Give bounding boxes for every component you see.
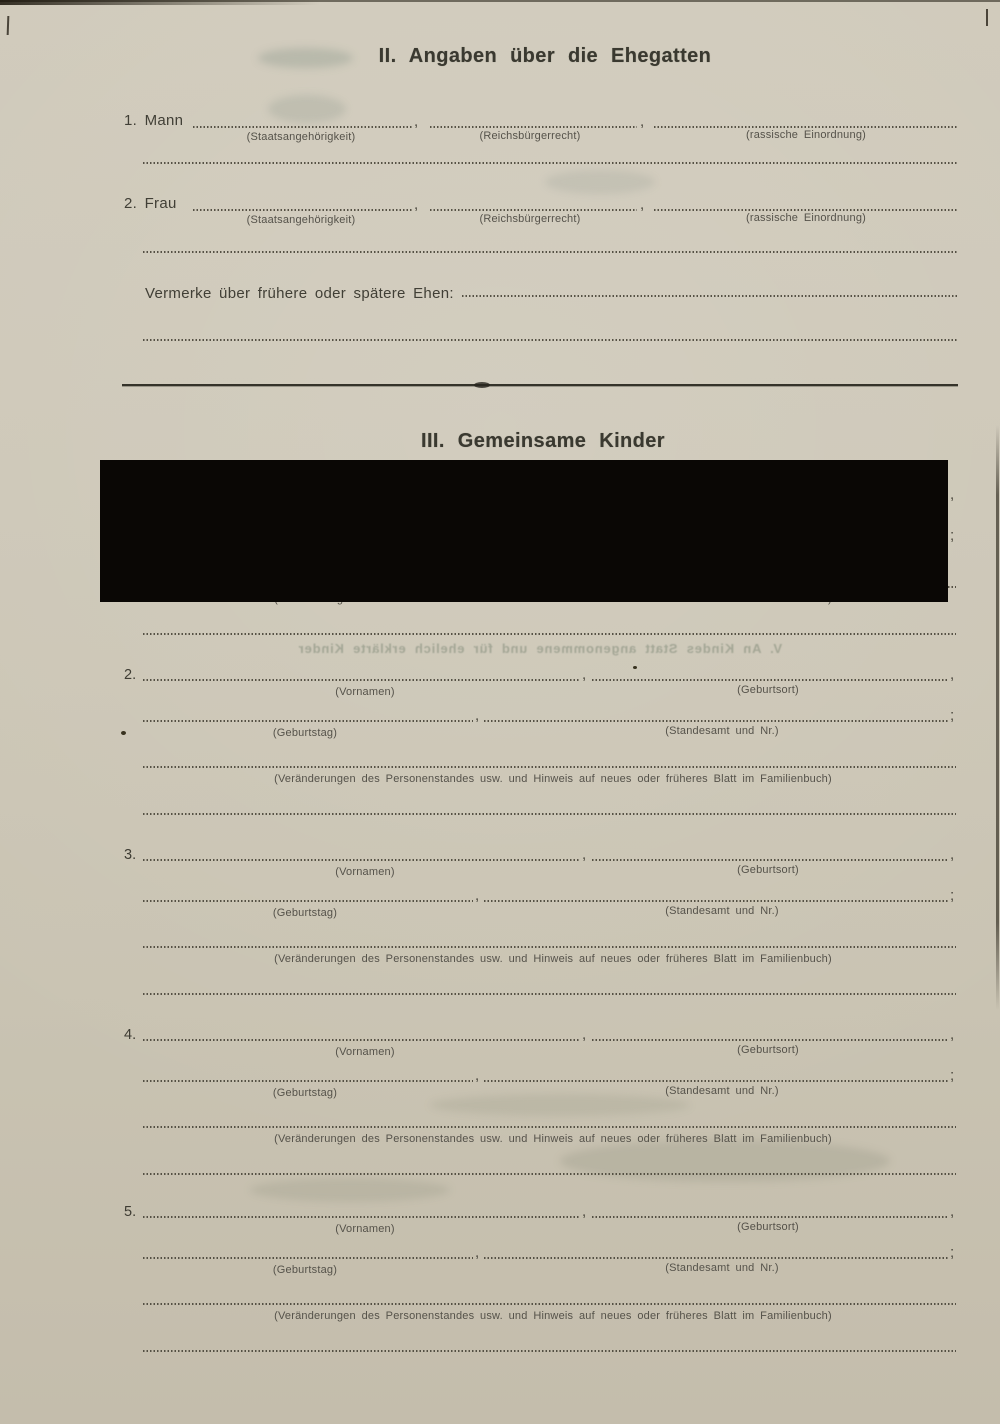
bleedthrough-heading: V. An Kindes Statt angenommene und für ehelich erklärte Kinder	[297, 641, 783, 656]
entry-number: 5.	[124, 1204, 137, 1220]
veraenderungen-field-line	[143, 946, 956, 948]
comma-separator: ,	[475, 707, 480, 724]
row-end-semicolon: ;	[950, 707, 955, 724]
row-end-semicolon: ;	[950, 1067, 955, 1084]
entry-number: 2.	[124, 667, 137, 683]
staatsangehoerigkeit-label: (Staatsangehörigkeit)	[246, 214, 356, 226]
section-divider-rule	[122, 384, 958, 386]
staatsangehoerigkeit-label: (Staatsangehörigkeit)	[246, 131, 356, 143]
bleedthrough-smudge	[545, 170, 655, 194]
entry-extra-line	[143, 1173, 956, 1175]
frau-rassische-einordnung-line	[654, 209, 958, 211]
frau-reichsbuergerrecht-line	[430, 209, 637, 211]
entry-number: 3.	[124, 847, 137, 863]
row-end-comma: ,	[950, 1026, 955, 1043]
row-end-comma: ,	[950, 846, 955, 863]
veraenderungen-field-line	[143, 1126, 956, 1128]
row-end-semicolon: ;	[950, 1244, 955, 1261]
mann-rassische-einordnung-line	[654, 126, 958, 128]
rassische-einordnung-label: (rassische Einordnung)	[745, 212, 866, 224]
veraenderungen-field-line	[143, 766, 956, 768]
comma-separator: ,	[582, 1203, 587, 1220]
standesamt-field-line	[484, 720, 948, 722]
row-end-semicolon: ;	[950, 887, 955, 904]
entry-extra-line	[143, 633, 956, 635]
geburtsort-field-line	[592, 679, 948, 681]
comma-separator: ,	[582, 1026, 587, 1043]
vornamen-field-line	[143, 679, 580, 681]
section3-title: III. Gemeinsame Kinder	[421, 430, 665, 452]
comma-separator: ,	[475, 1067, 480, 1084]
row-end-comma: ,	[950, 1203, 955, 1220]
scan-top-left-edge	[0, 0, 320, 5]
ink-speck	[633, 666, 637, 669]
comma-separator: ,	[582, 846, 587, 863]
geburtstag-label: (Geburtstag)	[272, 907, 338, 919]
veraenderungen-label: (Veränderungen des Personenstandes usw. und Hinweis auf neues oder früheres Blatt im Familienbuch)	[274, 773, 832, 785]
standesamt-label: (Standesamt und Nr.)	[665, 1085, 779, 1097]
ink-speck	[121, 731, 126, 735]
standesamt-label: (Standesamt und Nr.)	[665, 725, 779, 737]
row-end-comma: ,	[950, 486, 955, 503]
child-entry	[0, 1027, 1000, 1179]
geburtstag-label: (Geburtstag)	[272, 1087, 338, 1099]
entry-extra-line	[143, 1350, 956, 1352]
entry-extra-line	[143, 993, 956, 995]
registration-tick-right	[986, 9, 988, 26]
entry-extra-line	[143, 813, 956, 815]
remarks-extra-line	[143, 339, 958, 341]
veraenderungen-label: (Veränderungen des Personenstandes usw. und Hinweis auf neues oder früheres Blatt im Familienbuch)	[274, 1133, 832, 1145]
child-entry	[0, 667, 1000, 819]
geburtsort-label: (Geburtsort)	[737, 1044, 799, 1056]
vornamen-label: (Vornamen)	[335, 1046, 395, 1058]
vornamen-label: (Vornamen)	[335, 866, 395, 878]
comma-separator: ,	[640, 113, 645, 130]
standesamt-field-line	[484, 1080, 948, 1082]
frau-extra-line	[143, 251, 958, 253]
veraenderungen-label: (Veränderungen des Personenstandes usw. und Hinweis auf neues oder früheres Blatt im Familienbuch)	[274, 953, 832, 965]
child-entry	[0, 847, 1000, 999]
child-entry	[0, 1204, 1000, 1356]
mann-reichsbuergerrecht-line	[430, 126, 637, 128]
entry-number: 4.	[124, 1027, 137, 1043]
reichsbuergerrecht-label: (Reichsbürgerrecht)	[479, 213, 581, 225]
redaction-box	[100, 460, 948, 602]
veraenderungen-field-line	[143, 1303, 956, 1305]
veraenderungen-label: (Veränderungen des Personenstandes usw. und Hinweis auf neues oder früheres Blatt im Familienbuch)	[274, 1310, 832, 1322]
spouse-row-mann-label: 1. Mann	[124, 112, 184, 129]
spouse-row-frau-label: 2. Frau	[124, 195, 177, 212]
geburtsort-field-line	[592, 1039, 948, 1041]
geburtstag-field-line	[143, 720, 473, 722]
standesamt-label: (Standesamt und Nr.)	[665, 905, 779, 917]
mann-extra-line	[143, 162, 958, 164]
geburtstag-field-line	[143, 900, 473, 902]
comma-separator: ,	[640, 196, 645, 213]
rassische-einordnung-label: (rassische Einordnung)	[745, 129, 866, 141]
vornamen-field-line	[143, 1216, 580, 1218]
row-end-comma: ,	[950, 666, 955, 683]
geburtsort-field-line	[592, 859, 948, 861]
comma-separator: ,	[582, 666, 587, 683]
geburtsort-label: (Geburtsort)	[737, 1221, 799, 1233]
comma-separator: ,	[414, 113, 419, 130]
vornamen-label: (Vornamen)	[335, 1223, 395, 1235]
standesamt-field-line	[484, 1257, 948, 1259]
divider-ink-knot	[474, 382, 490, 388]
geburtsort-label: (Geburtsort)	[737, 864, 799, 876]
registration-tick-left	[7, 16, 10, 35]
geburtstag-field-line	[143, 1080, 473, 1082]
comma-separator: ,	[475, 1244, 480, 1261]
frau-staatsangehoerigkeit-line	[193, 209, 413, 211]
mann-staatsangehoerigkeit-line	[193, 126, 413, 128]
vornamen-label: (Vornamen)	[335, 686, 395, 698]
comma-separator: ,	[414, 196, 419, 213]
comma-separator: ,	[475, 887, 480, 904]
geburtsort-label: (Geburtsort)	[737, 684, 799, 696]
geburtstag-label: (Geburtstag)	[272, 1264, 338, 1276]
geburtstag-label: (Geburtstag)	[272, 727, 338, 739]
standesamt-label: (Standesamt und Nr.)	[665, 1262, 779, 1274]
standesamt-field-line	[484, 900, 948, 902]
remarks-line	[462, 295, 958, 297]
bleedthrough-smudge	[268, 95, 346, 123]
vornamen-field-line	[143, 1039, 580, 1041]
section2-title: II. Angaben über die Ehegatten	[378, 45, 712, 67]
bleedthrough-smudge	[250, 1178, 450, 1202]
reichsbuergerrecht-label: (Reichsbürgerrecht)	[479, 130, 581, 142]
vornamen-field-line	[143, 859, 580, 861]
geburtstag-field-line	[143, 1257, 473, 1259]
geburtsort-field-line	[592, 1216, 948, 1218]
remarks-label: Vermerke über frühere oder spätere Ehen:	[145, 285, 454, 302]
row-end-semicolon: ;	[950, 527, 955, 544]
